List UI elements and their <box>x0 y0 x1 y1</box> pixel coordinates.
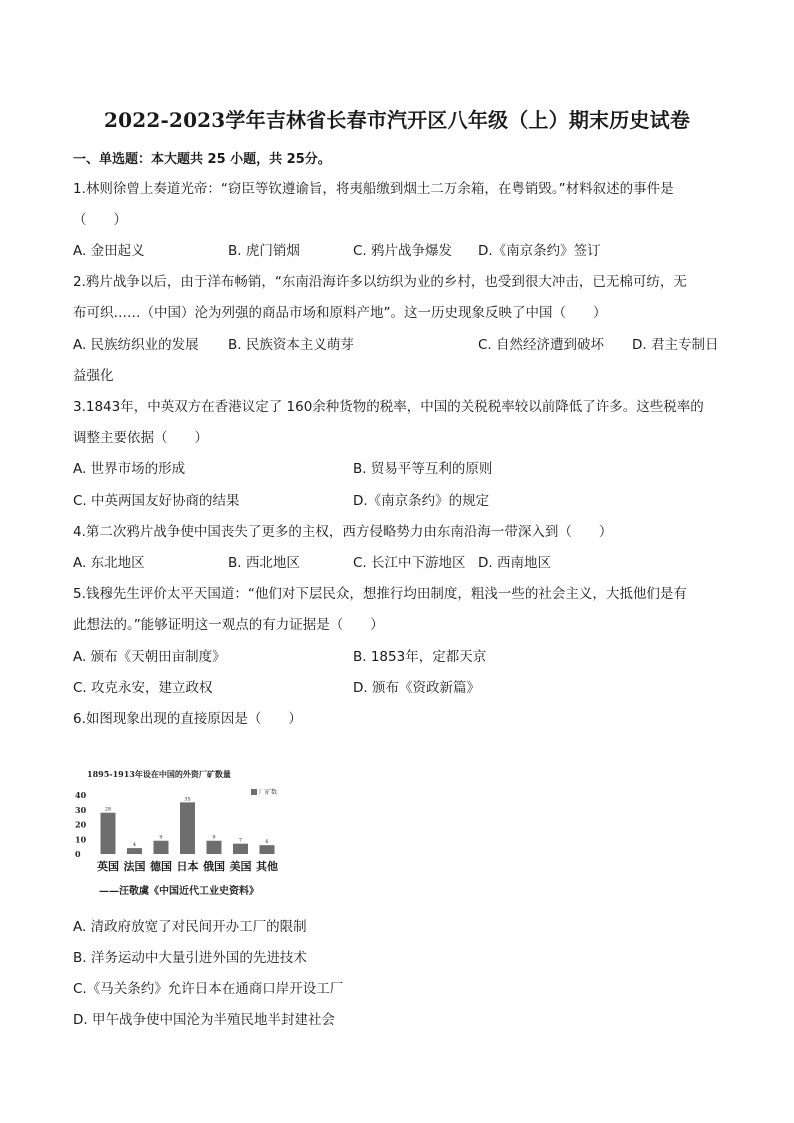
q2-line-1: 2.鸦片战争以后，由于洋布畅销，“东南沿海许多以纺织为业的乡村，也受到很大冲击，已无棉可纺，无 <box>73 274 687 290</box>
q4-option-a: A. 东北地区 <box>73 555 145 571</box>
page-title: 2022-2023学年吉林省长春市汽开区八年级（上）期末历史试卷 <box>103 108 691 132</box>
bar-5 <box>207 841 222 854</box>
q4-option-b: B. 西北地区 <box>228 555 300 571</box>
bar-value-label: 4 <box>132 842 137 849</box>
x-tick-label: 日本 <box>176 860 199 873</box>
q5-option-d: D. 颁布《资政新篇》 <box>353 680 480 696</box>
y-tick-label: 40 <box>75 790 87 800</box>
x-tick-label: 德国 <box>150 860 172 873</box>
q4-option-d: D. 西南地区 <box>478 555 551 571</box>
q5-line-2: 此想法的。”能够证明这一观点的有力证据是（ ） <box>73 617 384 633</box>
bar-value-label: 9 <box>159 834 163 841</box>
bar-value-label: 35 <box>184 796 191 803</box>
q3-option-d: D.《南京条约》的规定 <box>353 493 490 509</box>
section-heading: 一、单选题：本大题共 25 小题，共 25分。 <box>73 152 331 167</box>
q6-option-b: B. 洋务运动中大量引进外国的先进技术 <box>73 950 307 966</box>
chart-title: 1895-1913年设在中国的外资厂矿数量 <box>87 769 231 779</box>
q5-option-a: A. 颁布《天朝田亩制度》 <box>73 649 226 665</box>
bar-3 <box>154 841 169 854</box>
bar-2 <box>127 848 142 854</box>
y-tick-label: 30 <box>75 804 87 815</box>
q4-option-c: C. 长江中下游地区 <box>353 555 466 571</box>
y-tick-label: 20 <box>75 819 87 830</box>
y-tick-label: 0 <box>75 849 81 859</box>
bar-value-label: 7 <box>238 837 243 844</box>
chart-source: ——汪敬虞《中国近代工业史资料》 <box>99 886 259 897</box>
x-tick-label: 美国 <box>229 860 252 873</box>
q1-line-1: 1.林则徐曾上奏道光帝：“窃臣等钦遵谕旨，将夷船缴到烟土二万余箱，在粤销毁。”材料叙述的事件是 <box>73 181 674 197</box>
q6-option-c: C.《马关条约》允许日本在通商口岸开设工厂 <box>73 981 344 997</box>
chart-svg <box>73 766 305 900</box>
factory-count-chart <box>73 766 305 900</box>
q2-option-c: C. 自然经济遭到破坏 <box>478 337 605 353</box>
chart-legend-swatch <box>251 789 257 795</box>
q1-line-2: （ ） <box>73 212 127 228</box>
x-tick-label: 法国 <box>123 860 146 873</box>
q6-option-d: D. 甲午战争使中国沦为半殖民地半封建社会 <box>73 1012 335 1028</box>
q3-option-b: B. 贸易平等互利的原则 <box>353 461 493 477</box>
q2-option-a: A. 民族纺织业的发展 <box>73 337 199 353</box>
y-tick-label: 10 <box>75 834 87 845</box>
q3-option-c: C. 中英两国友好协商的结果 <box>73 493 240 509</box>
x-tick-label: 俄国 <box>203 860 225 873</box>
q5-option-c: C. 攻克永安，建立政权 <box>73 680 213 696</box>
bar-6 <box>233 844 248 854</box>
bar-value-label: 28 <box>104 806 112 813</box>
q4-line-1: 4.第二次鸦片战争使中国丧失了更多的主权，西方侵略势力由东南沿海一带深入到（ ） <box>73 524 613 540</box>
q3-line-1: 3.1843年，中英双方在香港议定了 160余种货物的税率，中国的关税税率较以前降低了许多。这些税率的 <box>73 399 704 415</box>
bar-value-label: 9 <box>212 834 216 841</box>
q5-line-1: 5.钱穆先生评价太平天国道：“他们对下层民众，想推行均田制度，粗浅一些的社会主义，大抵他们是有 <box>73 586 687 602</box>
x-tick-label: 其他 <box>256 860 278 873</box>
x-tick-label: 英国 <box>97 860 119 873</box>
q2-option-b: B. 民族资本主义萌芽 <box>228 337 354 353</box>
q5-option-b: B. 1853年，定都天京 <box>353 649 487 665</box>
q6-option-a: A. 清政府放宽了对民间开办工厂的限制 <box>73 919 307 935</box>
q6-line-1: 6.如图现象出现的直接原因是（ ） <box>73 711 302 727</box>
q3-option-a: A. 世界市场的形成 <box>73 461 186 477</box>
q1-option-b: B. 虎门销烟 <box>228 243 300 259</box>
chart-legend: 厂矿数 <box>259 789 278 796</box>
bar-1 <box>101 813 116 854</box>
q1-option-c: C. 鸦片战争爆发 <box>353 243 453 259</box>
q1-option-a: A. 金田起义 <box>73 243 145 259</box>
q2-option-d-tail: 益强化 <box>73 368 114 384</box>
q3-line-2: 调整主要依据（ ） <box>73 430 208 446</box>
bar-7 <box>260 845 275 854</box>
q2-option-d: D. 君主专制日 <box>632 337 719 353</box>
bar-4 <box>180 802 195 854</box>
q2-line-2: 布可织……（中国）沦为列强的商品市场和原料产地”。这一历史现象反映了中国（ ） <box>73 305 607 321</box>
bar-value-label: 6 <box>265 839 269 846</box>
q1-option-d: D.《南京条约》签订 <box>478 243 601 259</box>
